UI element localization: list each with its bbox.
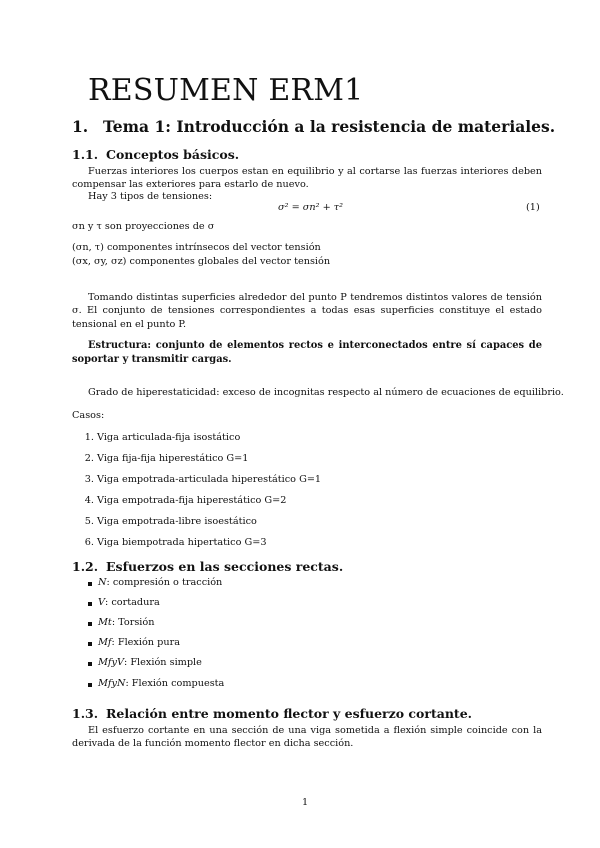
definition-paragraph: Estructura: conjunto de elementos rectos e interconectados entre sí capaces de soportar y transmitir cargas. [72,340,542,365]
math-line: (σx, σy, σz) componentes globales del vector tensión [72,256,331,267]
math-line: (σn, τ) componentes intrínsecos del vector tensión [72,242,321,253]
symbol: V [98,597,105,608]
list-number: 6. [84,537,94,548]
list-text: Viga empotrada-articulada hiperestático G=1 [97,474,322,485]
subsection-number: 1.1. [72,147,99,162]
symbol: Mt [98,617,112,628]
subsection-title: Esfuerzos en las secciones rectas. [106,559,344,574]
list-text: : Torsión [111,617,155,628]
list-number: 5. [84,516,94,527]
subsection-title: Relación entre momento flector y esfuerzo cortante. [106,706,472,721]
symbol: N [98,577,107,588]
list-text: : compresión o tracción [106,577,223,588]
section-number: 1. [72,117,89,136]
list-number: 1. [84,432,94,443]
symbol: MfyN [98,678,126,689]
list-text: Viga articulada-fija isostático [97,432,241,443]
list-text: Viga empotrada-libre isoestático [97,516,257,527]
list-text: Viga fija-fija hiperestático G=1 [97,453,249,464]
subsection-number: 1.3. [72,706,99,721]
equation-text: σ² = σn² + τ² [278,202,344,213]
list-text: Viga biempotrada hipertatico G=3 [97,537,267,548]
section-title: Tema 1: Introducción a la resistencia de materiales. [103,117,556,136]
list-text: Viga empotrada-fija hiperestático G=2 [97,495,287,506]
list-text: : Flexión simple [123,657,202,668]
equation [278,202,343,214]
math-line: σn y τ son proyecciones de σ [72,221,215,232]
list-number: 2. [84,453,94,464]
paragraph: El esfuerzo cortante en una sección de una viga sometida a flexión simple coincide con la derivada de la función momento flector en dicha sección. [72,725,542,750]
bullet-icon [88,582,92,586]
symbol: MfyV [98,657,124,668]
paragraph: Hay 3 tipos de tensiones: [88,191,213,202]
subsection-title: Conceptos básicos. [106,147,240,162]
list-text: : Flexión compuesta [125,678,225,689]
document-title: RESUMEN ERM1 [88,73,364,108]
bullet-icon [88,662,92,666]
page-number: 1 [302,797,309,808]
list-number: 3. [84,474,94,485]
subsection-number: 1.2. [72,559,99,574]
paragraph: Fuerzas interiores los cuerpos estan en equilibrio y al cortarse las fuerzas interiores deben compensar las exteriores para estarlo de nuevo. [72,166,542,191]
symbol: Mf [98,637,112,648]
bullet-icon [88,602,92,606]
bullet-icon [88,622,92,626]
paragraph: Grado de hiperestaticidad: exceso de incognitas respecto al número de ecuaciones de equilibrio. [88,387,564,398]
bullet-icon [88,683,92,687]
list-text: : cortadura [105,597,160,608]
list-number: 4. [84,495,94,506]
paragraph: Tomando distintas superficies alrededor del punto P tendremos distintos valores de tensión σ. El conjunto de tensiones correspondientes a todas esas superficies constituye el estado tensional en el punto P. [72,292,542,330]
equation-number: (1) [526,202,540,213]
bullet-icon [88,642,92,646]
list-text: : Flexión pura [111,637,180,648]
cases-label: Casos: [72,410,105,421]
